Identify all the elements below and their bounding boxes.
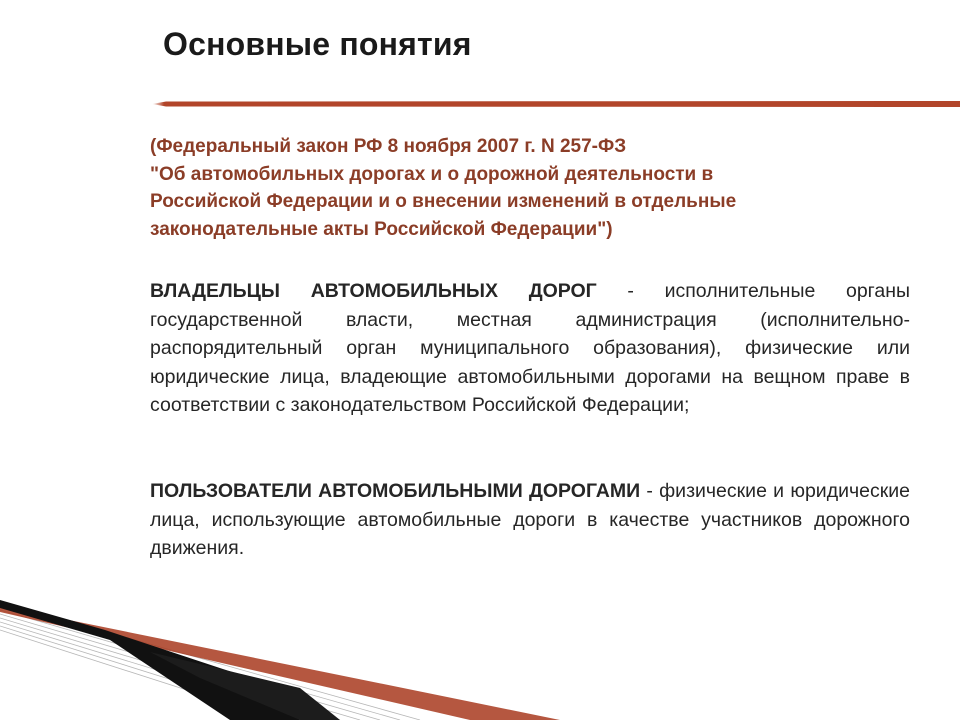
definition-road-owners [150, 277, 910, 420]
definition-text: - физические и юридические лица, использующие автомобильные дороги в качестве участников дорожного движения. [150, 480, 910, 560]
definition-text: - исполнительные органы государственной власти, местная администрация (исполнительно-распорядительный орган муниципального образования), физические или юридические лица, владеющие автомобильными дорогами на вещном праве в соответствии с законодательством Российской Федерации; [150, 280, 910, 417]
corner-decoration [0, 560, 960, 720]
slide-title: Основные понятия [163, 26, 472, 62]
law-reference [150, 133, 910, 243]
law-reference-line: "Об автомобильных дорогах и о дорожной деятельности в [150, 163, 714, 185]
law-reference-line: (Федеральный закон РФ 8 ноября 2007 г. N 257-ФЗ [150, 136, 627, 157]
definition-term: ВЛАДЕЛЬЦЫ АВТОМОБИЛЬНЫХ ДОРОГ [150, 280, 597, 302]
definition-term: ПОЛЬЗОВАТЕЛИ АВТОМОБИЛЬНЫМИ ДОРОГАМИ [150, 480, 641, 502]
title-underline [152, 101, 960, 107]
law-reference-line: Российской Федерации и о внесении изменений в отдельные [150, 191, 737, 212]
definition-road-users [150, 477, 910, 563]
law-reference-line: законодательные акты Российской Федерации") [150, 218, 613, 240]
